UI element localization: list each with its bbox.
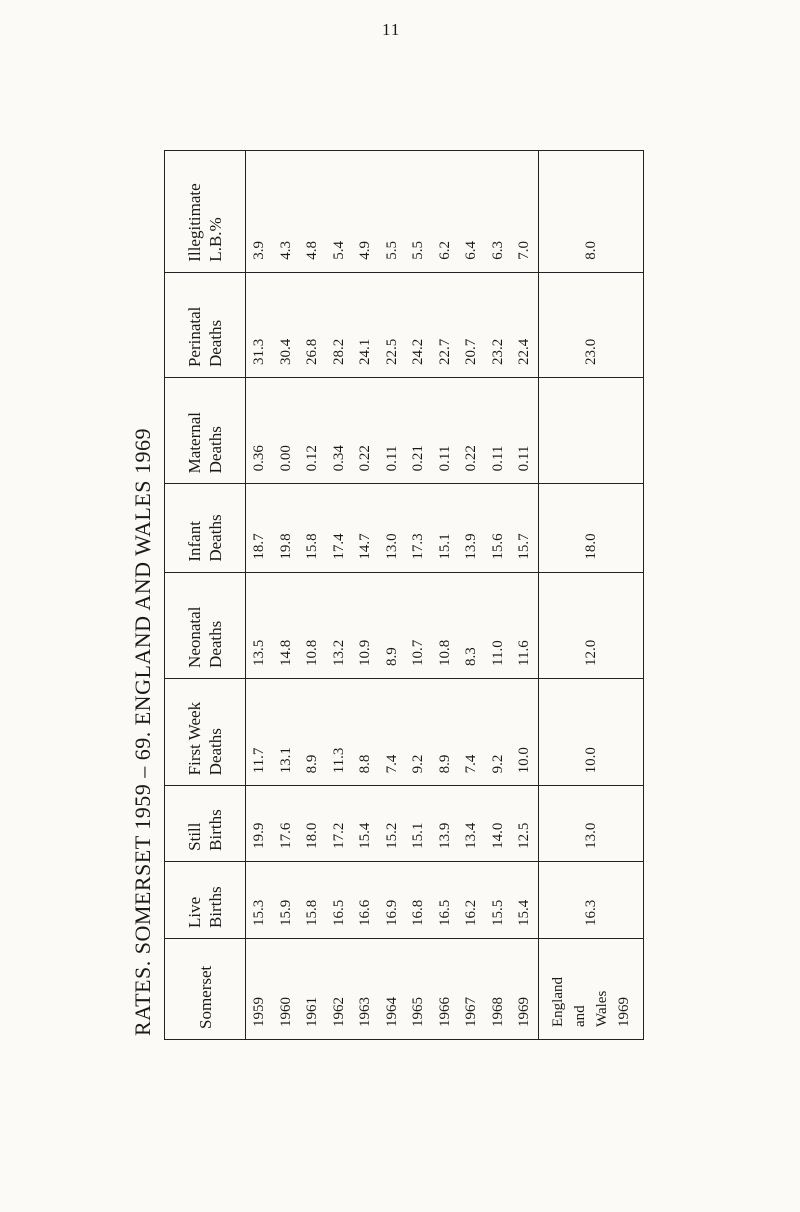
summary-cell: 16.3	[538, 861, 643, 938]
header-row	[165, 151, 246, 1040]
table-cell: 11.6	[511, 572, 538, 678]
row-year: 1959	[246, 939, 273, 1040]
row-year: 1965	[405, 939, 432, 1040]
table-cell: 7.4	[458, 678, 485, 785]
table-cell: 0.11	[432, 378, 459, 484]
table-cell: 10.9	[352, 572, 379, 678]
summary-label-line: and	[571, 1005, 588, 1027]
table-cell: 13.5	[246, 572, 273, 678]
row-year: 1962	[326, 939, 353, 1040]
table-body	[246, 151, 644, 1040]
table-cell: 15.4	[511, 861, 538, 938]
table-cell: 16.6	[352, 861, 379, 938]
table-cell: 19.9	[246, 786, 273, 862]
table-cell: 15.8	[299, 484, 326, 572]
table-cell: 0.11	[485, 378, 512, 484]
table-cell: 13.9	[432, 786, 459, 862]
row-year: 1966	[432, 939, 459, 1040]
table-cell: 0.12	[299, 378, 326, 484]
table-cell: 15.7	[511, 484, 538, 572]
table-cell: 22.7	[432, 272, 459, 377]
table-cell: 24.1	[352, 272, 379, 377]
row-year: 1964	[379, 939, 406, 1040]
table-cell: 15.1	[432, 484, 459, 572]
table-cell: 4.8	[299, 151, 326, 273]
table-cell: 22.4	[511, 272, 538, 377]
row-year: 1960	[273, 939, 300, 1040]
table-cell: 15.3	[246, 861, 273, 938]
table-cell: 5.4	[326, 151, 353, 273]
table-cell: 15.1	[405, 786, 432, 862]
table-cell: 3.9	[246, 151, 273, 273]
rates-table	[164, 150, 644, 1040]
summary-row	[538, 151, 643, 1040]
table-cell: 0.11	[511, 378, 538, 484]
table-cell: 22.5	[379, 272, 406, 377]
table-cell: 0.22	[352, 378, 379, 484]
table-row	[299, 151, 326, 1040]
table-cell: 5.5	[379, 151, 406, 273]
table-cell: 0.36	[246, 378, 273, 484]
table-cell: 15.2	[379, 786, 406, 862]
table-row	[326, 151, 353, 1040]
summary-label-line: 1969	[615, 997, 632, 1027]
col-header-somerset: Somerset	[165, 939, 246, 1040]
table-cell: 8.8	[352, 678, 379, 785]
table-cell: 13.2	[326, 572, 353, 678]
table-cell: 28.2	[326, 272, 353, 377]
table-cell: 8.9	[299, 678, 326, 785]
table-cell: 14.8	[273, 572, 300, 678]
col-header-still-births: Still Births	[165, 786, 246, 862]
col-header-maternal-deaths: Maternal Deaths	[165, 378, 246, 484]
table-cell: 15.6	[485, 484, 512, 572]
table-cell: 15.4	[352, 786, 379, 862]
table-cell: 0.21	[405, 378, 432, 484]
row-year: 1968	[485, 939, 512, 1040]
summary-label-line: England	[549, 977, 566, 1027]
summary-cell: 18.0	[538, 484, 643, 572]
table-cell: 13.9	[458, 484, 485, 572]
table-cell: 11.0	[485, 572, 512, 678]
table-cell: 4.3	[273, 151, 300, 273]
table-row	[432, 151, 459, 1040]
col-header-live-births: Live Births	[165, 861, 246, 938]
table-cell: 6.2	[432, 151, 459, 273]
page-number: 11	[382, 20, 401, 39]
table-cell: 9.2	[405, 678, 432, 785]
table-cell: 6.4	[458, 151, 485, 273]
table-cell: 0.11	[379, 378, 406, 484]
table-cell: 10.8	[432, 572, 459, 678]
table-cell: 17.2	[326, 786, 353, 862]
summary-cell: 8.0	[538, 151, 643, 273]
table-row	[458, 151, 485, 1040]
table-row	[511, 151, 538, 1040]
table-cell: 14.0	[485, 786, 512, 862]
table-cell: 15.9	[273, 861, 300, 938]
table-cell: 17.6	[273, 786, 300, 862]
row-year: 1961	[299, 939, 326, 1040]
table-cell: 14.7	[352, 484, 379, 572]
table-row	[352, 151, 379, 1040]
table-title: RATES. SOMERSET 1959 – 69. ENGLAND AND WALES 1969	[130, 428, 155, 1036]
summary-cell: 10.0	[538, 678, 643, 785]
table-cell: 6.3	[485, 151, 512, 273]
table-cell: 15.8	[299, 861, 326, 938]
summary-label	[538, 939, 643, 1040]
table-cell: 16.5	[326, 861, 353, 938]
col-header-perinatal-deaths: Perinatal Deaths	[165, 272, 246, 377]
table-cell: 0.22	[458, 378, 485, 484]
summary-cell	[538, 378, 643, 484]
table-cell: 13.0	[379, 484, 406, 572]
summary-cell: 13.0	[538, 786, 643, 862]
table-cell: 16.8	[405, 861, 432, 938]
table-cell: 13.4	[458, 786, 485, 862]
table-cell: 18.7	[246, 484, 273, 572]
summary-label-line: Wales	[593, 990, 610, 1027]
summary-cell: 12.0	[538, 572, 643, 678]
row-year: 1963	[352, 939, 379, 1040]
table-row	[246, 151, 273, 1040]
table-cell: 0.00	[273, 378, 300, 484]
table-cell: 17.3	[405, 484, 432, 572]
table-cell: 15.5	[485, 861, 512, 938]
table-cell: 11.3	[326, 678, 353, 785]
table-cell: 13.1	[273, 678, 300, 785]
table-cell: 24.2	[405, 272, 432, 377]
table-row	[485, 151, 512, 1040]
table-cell: 0.34	[326, 378, 353, 484]
table-row	[273, 151, 300, 1040]
row-year: 1969	[511, 939, 538, 1040]
col-header-illegitimate-lb: Illegitimate L.B.%	[165, 151, 246, 273]
table-cell: 23.2	[485, 272, 512, 377]
table-cell: 20.7	[458, 272, 485, 377]
table-cell: 7.0	[511, 151, 538, 273]
table-cell: 4.9	[352, 151, 379, 273]
table-cell: 10.8	[299, 572, 326, 678]
table-cell: 10.7	[405, 572, 432, 678]
table-row	[405, 151, 432, 1040]
table-cell: 16.2	[458, 861, 485, 938]
table-cell: 18.0	[299, 786, 326, 862]
table-cell: 19.8	[273, 484, 300, 572]
table-row	[379, 151, 406, 1040]
table-cell: 26.8	[299, 272, 326, 377]
table-cell: 31.3	[246, 272, 273, 377]
row-year: 1967	[458, 939, 485, 1040]
table-cell: 16.5	[432, 861, 459, 938]
table-cell: 11.7	[246, 678, 273, 785]
rotated-table-frame	[126, 150, 686, 1040]
table-cell: 8.9	[379, 572, 406, 678]
table-cell: 10.0	[511, 678, 538, 785]
col-header-first-week-deaths: First Week Deaths	[165, 678, 246, 785]
table-cell: 5.5	[405, 151, 432, 273]
table-cell: 16.9	[379, 861, 406, 938]
table-cell: 9.2	[485, 678, 512, 785]
table-cell: 12.5	[511, 786, 538, 862]
col-header-neonatal-deaths: Neonatal Deaths	[165, 572, 246, 678]
col-header-infant-deaths: Infant Deaths	[165, 484, 246, 572]
summary-cell: 23.0	[538, 272, 643, 377]
table-cell: 7.4	[379, 678, 406, 785]
table-cell: 17.4	[326, 484, 353, 572]
table-cell: 8.3	[458, 572, 485, 678]
table-cell: 30.4	[273, 272, 300, 377]
table-cell: 8.9	[432, 678, 459, 785]
